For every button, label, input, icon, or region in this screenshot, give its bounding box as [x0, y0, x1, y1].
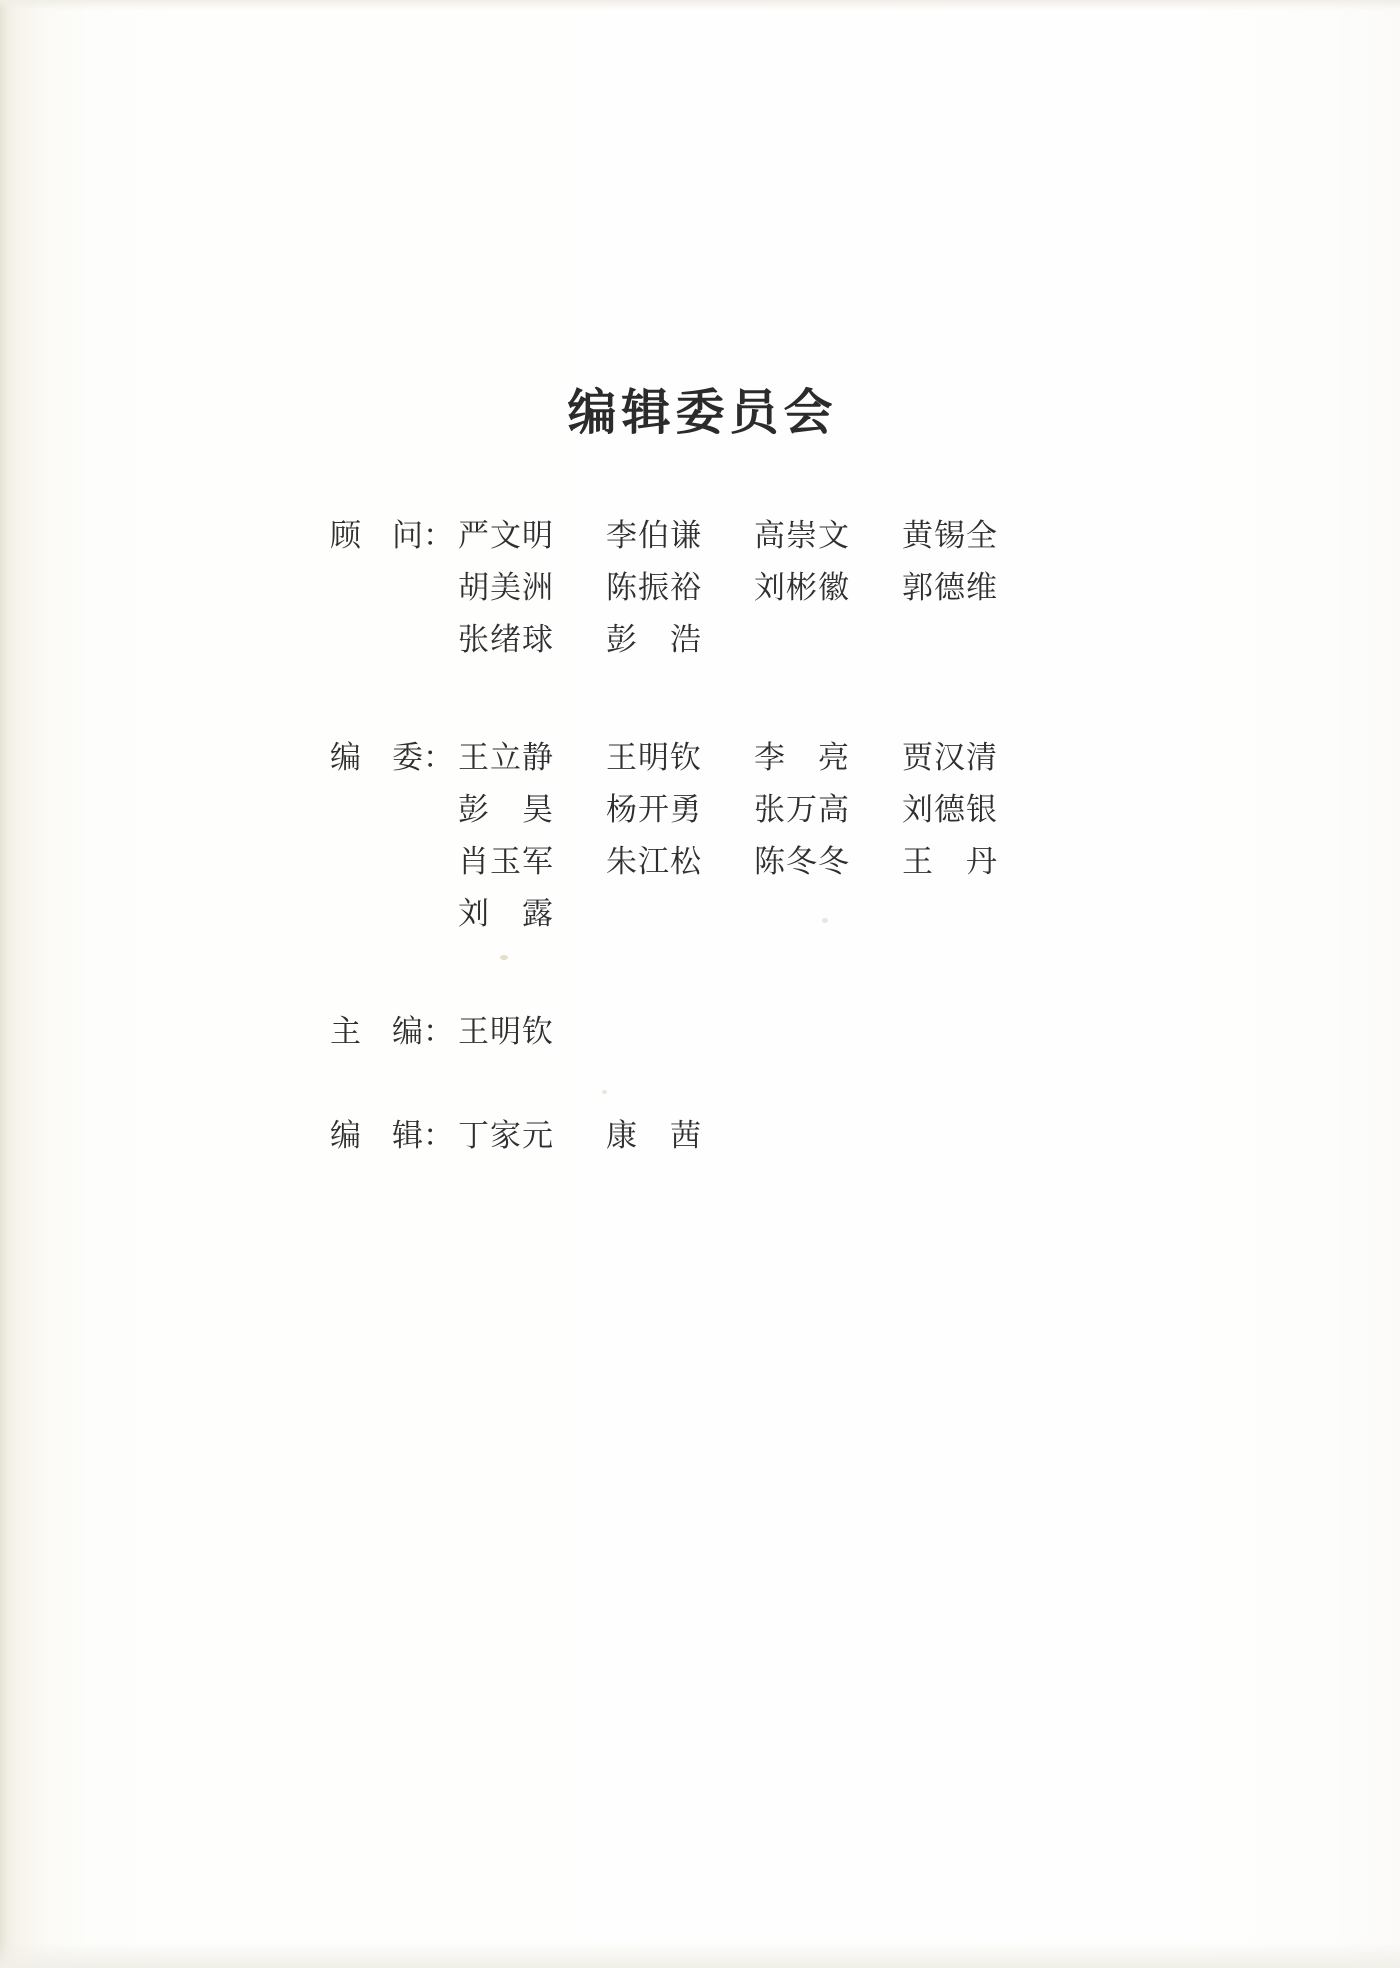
person-name: 陈冬冬 — [754, 844, 850, 880]
section-label-editorial-board: 编 委： — [330, 740, 454, 776]
section-label-editors: 编 辑： — [330, 1118, 454, 1154]
name-row — [458, 784, 1070, 836]
name-row — [458, 888, 1070, 940]
person-name: 张绪球 — [458, 622, 554, 658]
section-editors — [330, 1110, 1070, 1162]
person-name: 彭 浩 — [606, 622, 702, 658]
name-row — [458, 510, 1070, 562]
person-name: 朱江松 — [606, 844, 702, 880]
person-name: 丁家元 — [458, 1118, 554, 1154]
person-name: 刘 露 — [458, 896, 554, 932]
person-name: 高崇文 — [754, 518, 850, 554]
name-row — [458, 614, 1070, 666]
section-advisors — [330, 510, 1070, 666]
person-name: 肖玉军 — [458, 844, 554, 880]
person-name: 陈振裕 — [606, 570, 702, 606]
section-label-chief-editor: 主 编： — [330, 1014, 454, 1050]
person-name: 刘德银 — [902, 792, 998, 828]
section-editorial-board — [330, 732, 1070, 940]
section-label-advisors: 顾 问： — [330, 518, 454, 554]
person-name: 严文明 — [458, 518, 554, 554]
page-title: 编辑委员会 — [567, 383, 838, 441]
committee-list — [330, 510, 1070, 1162]
person-name: 刘彬徽 — [754, 570, 850, 606]
section-names-chief-editor — [458, 1006, 1070, 1058]
section-chief-editor — [330, 1006, 1070, 1058]
name-row — [458, 732, 1070, 784]
section-names-advisors — [458, 510, 1070, 666]
person-name: 张万高 — [754, 792, 850, 828]
person-name: 贾汉清 — [902, 740, 998, 776]
person-name: 李伯谦 — [606, 518, 702, 554]
person-name: 彭 昊 — [458, 792, 554, 828]
name-row — [458, 836, 1070, 888]
person-name: 黄锡全 — [902, 518, 998, 554]
person-name: 王 丹 — [902, 844, 998, 880]
person-name: 胡美洲 — [458, 570, 554, 606]
section-names-editorial-board — [458, 732, 1070, 940]
person-name: 郭德维 — [902, 570, 998, 606]
person-name: 王明钦 — [606, 740, 702, 776]
name-row — [458, 1006, 1070, 1058]
section-names-editors — [458, 1110, 1070, 1162]
person-name: 李 亮 — [754, 740, 850, 776]
name-row — [458, 562, 1070, 614]
person-name: 杨开勇 — [606, 792, 702, 828]
person-name: 康 茜 — [606, 1118, 702, 1154]
name-row — [458, 1110, 1070, 1162]
person-name: 王明钦 — [458, 1014, 554, 1050]
person-name: 王立静 — [458, 740, 554, 776]
